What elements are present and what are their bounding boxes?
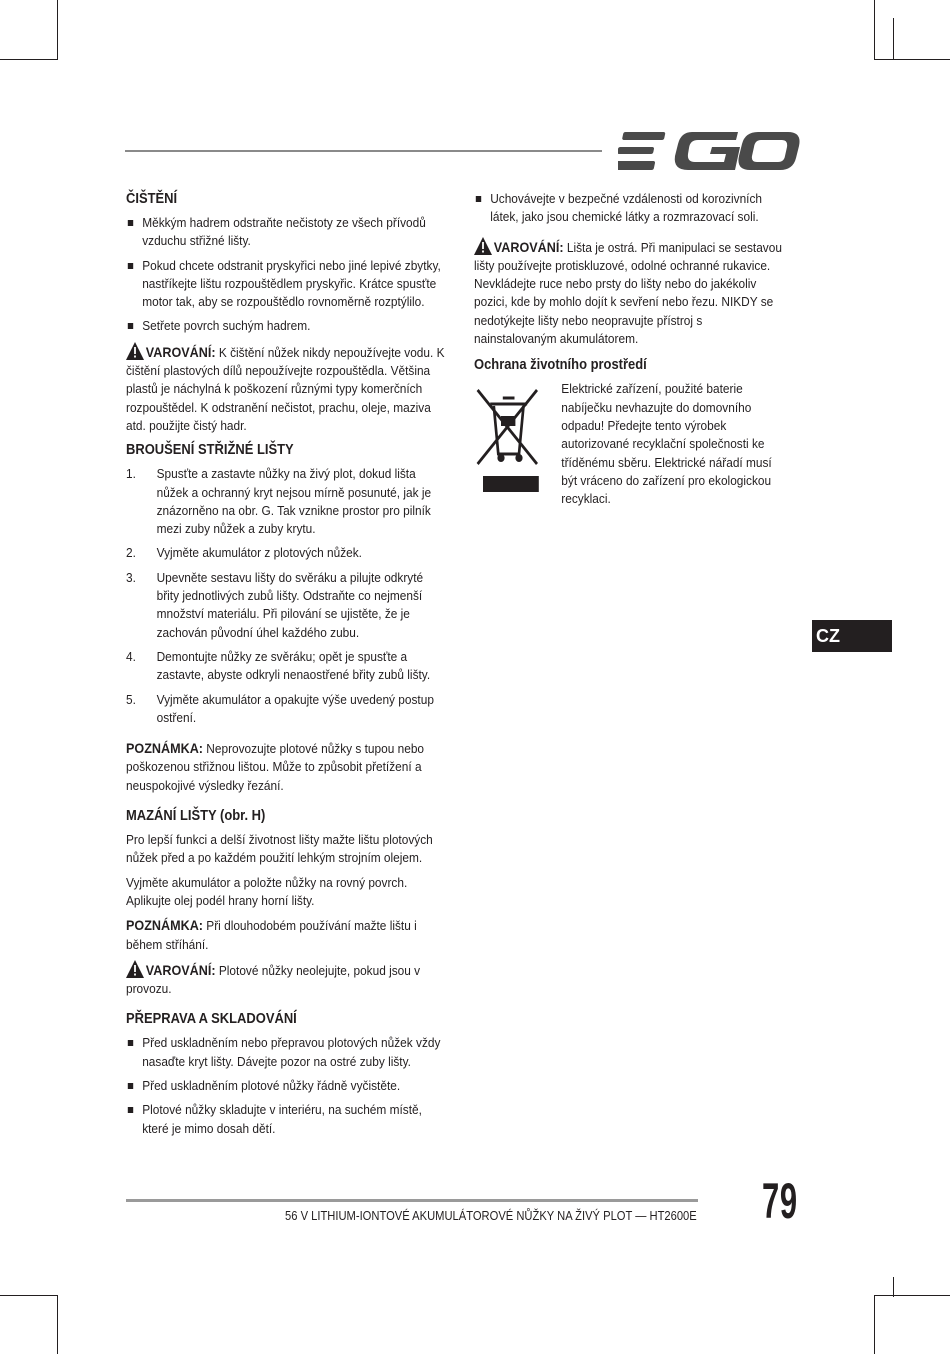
crop-mark xyxy=(57,0,58,60)
list-item: Pokud chcete odstranit pryskyřici nebo jiné lepivé zbytky, nastříkejte lištu rozpouštědlem pryskyřic. Krátce spusťte motor tak, aby se rozpouštědlo rovnoměrně rozptýlilo. xyxy=(126,257,447,312)
language-tab: CZ xyxy=(812,620,892,652)
crossed-bin-icon xyxy=(474,384,541,492)
list-item: Uchovávejte v bezpečné vzdálenosti od korozivních látek, jako jsou chemické látky a rozmrazovací soli. xyxy=(474,190,785,227)
warning-paragraph xyxy=(126,342,447,435)
footer-title: 56 V LITHIUM-IONTOVÉ AKUMULÁTOROVÉ NŮŽKY NA ŽIVÝ PLOT — HT2600E xyxy=(285,1208,697,1223)
left-column xyxy=(126,190,447,1144)
bullet-icon xyxy=(128,1040,133,1046)
section-title-sharpening: BROUŠENÍ STŘIŽNÉ LIŠTY xyxy=(126,442,294,459)
environment-text: Elektrické zařízení, použité baterie nabíječku nevhazujte do domovního odpadu! Předejte tento výrobek autorizované recyklační společnosti ke tříděnému sběru. Elektrické nářadí musí být vráceno do zařízení pro ekologickou recyklaci. xyxy=(561,381,772,507)
warning-text: Lišta je ostrá. Při manipulaci se sestavou lišty používejte protiskluzové, odolné ochranné rukavice. Nevkládejte ruce nebo prsty do lišty nebo do jakékoliv pozici, kde by mohlo dojít k sevření nebo řezu. NIKDY se nedotýkejte lišty nebo neopravujte přístroj s nainstalovaným akumulátorem. xyxy=(474,239,782,347)
list-item: 3. Upevněte sestavu lišty do svěráku a pilujte odkryté břity jednotlivých zubů lišty. Odstraňte co nejmenší množství materiálu. Při pilování se ujistěte, že je zachován původní úhel každého zubu. xyxy=(126,569,424,640)
list-item: 1. Spusťte a zastavte nůžky na živý plot, dokud lišta nůžek a ochranný kryt nejsou mírně posunuté, jak je znázorněno na obr. G. Tak vznikne prostor pro pilník mezi zuby nůžek a zuby krytu. xyxy=(126,466,432,537)
list-item: Před uskladněním plotové nůžky řádně vyčistěte. xyxy=(126,1077,447,1095)
bullet-icon xyxy=(128,263,133,269)
warning-text: K čištění nůžek nikdy nepoužívejte vodu. K čištění plastových dílů nepoužívejte rozpouštědla. Většina plastů je náchylná k poškození různými typy komerčních rozpouštědel. K odstranění nečistot, prachu, oleje, maziva atd. použijte čistý hadr. xyxy=(126,344,445,433)
ego-logo xyxy=(618,130,800,172)
list-item: Měkkým hadrem odstraňte nečistoty ze všech přívodů vzduchu střižné lišty. xyxy=(126,214,447,251)
bullet-icon xyxy=(128,220,133,226)
warning-icon xyxy=(126,960,144,978)
cleaning-list xyxy=(126,214,447,336)
list-item: Plotové nůžky skladujte v interiéru, na suchém místě, které je mimo dosah dětí. xyxy=(126,1101,447,1138)
list-item: Před uskladněním nebo přepravou plotových nůžek vždy nasaďte kryt lišty. Dávejte pozor na ostré zuby lišty. xyxy=(126,1034,447,1071)
footer-rule xyxy=(126,1199,698,1202)
section-title-environment: Ochrana životního prostředí xyxy=(474,357,647,374)
right-column xyxy=(474,190,785,514)
header-rule xyxy=(125,150,602,152)
section-title-lubrication: MAZÁNÍ LIŠTY (obr. H) xyxy=(126,808,266,825)
list-item: 4. Demontujte nůžky ze svěráku; opět je spusťte a zastavte, abyste odkryli nenaostřené břity zubů lišty. xyxy=(126,648,431,683)
warning-label: VAROVÁNÍ: xyxy=(145,343,216,360)
crop-mark xyxy=(0,1295,58,1296)
warning-label: VAROVÁNÍ: xyxy=(493,238,564,255)
storage-list xyxy=(474,190,785,227)
crop-mark xyxy=(893,1277,894,1297)
bullet-icon xyxy=(476,196,481,202)
note-text: Neprovozujte plotové nůžky s tupou nebo poškozenou střižnou lištou. Může to způsobit přetížení a neuspokojivé výsledky řezání. xyxy=(126,741,425,793)
note-text: Při dlouhodobém používání mažte lištu i během stříhání. xyxy=(126,918,417,952)
lubrication-paragraph: Pro lepší funkci a delší životnost lišty mažte lištu plotových nůžek před a po každém použití lehkým strojním olejem. xyxy=(126,832,433,866)
page-number: 79 xyxy=(762,1173,798,1229)
warning-icon xyxy=(474,237,492,255)
crop-mark xyxy=(0,59,58,60)
crop-mark xyxy=(874,1295,875,1354)
note-label: POZNÁMKA: xyxy=(126,917,203,934)
list-item: 2. Vyjměte akumulátor z plotových nůžek. xyxy=(126,545,362,561)
warning-label: VAROVÁNÍ: xyxy=(145,961,216,978)
list-item: 5. Vyjměte akumulátor a opakujte výše uvedený postup ostření. xyxy=(126,691,434,725)
warning-paragraph xyxy=(126,960,447,999)
transport-list xyxy=(126,1034,447,1137)
section-title-cleaning: ČIŠTĚNÍ xyxy=(126,191,178,207)
crop-mark xyxy=(57,1295,58,1354)
warning-paragraph xyxy=(474,237,785,349)
bullet-icon xyxy=(128,1083,133,1089)
crop-mark xyxy=(893,18,894,60)
crop-mark xyxy=(874,1295,950,1296)
crop-mark xyxy=(874,59,950,60)
warning-icon xyxy=(126,342,144,360)
bullet-icon xyxy=(128,1107,133,1113)
section-title-transport: PŘEPRAVA A SKLADOVÁNÍ xyxy=(126,1011,297,1028)
list-item: Setřete povrch suchým hadrem. xyxy=(126,317,447,335)
environment-block xyxy=(474,380,785,508)
note-label: POZNÁMKA: xyxy=(126,740,203,757)
note-paragraph xyxy=(126,739,447,795)
sharpening-steps xyxy=(126,465,447,727)
warning-text: Plotové nůžky neolejujte, pokud jsou v provozu. xyxy=(126,962,421,997)
note-paragraph xyxy=(126,916,447,954)
bullet-icon xyxy=(128,323,133,329)
lubrication-paragraph: Vyjměte akumulátor a položte nůžky na rovný povrch. Aplikujte olej podél hrany horní lišty. xyxy=(126,874,408,908)
crop-mark xyxy=(874,0,875,60)
